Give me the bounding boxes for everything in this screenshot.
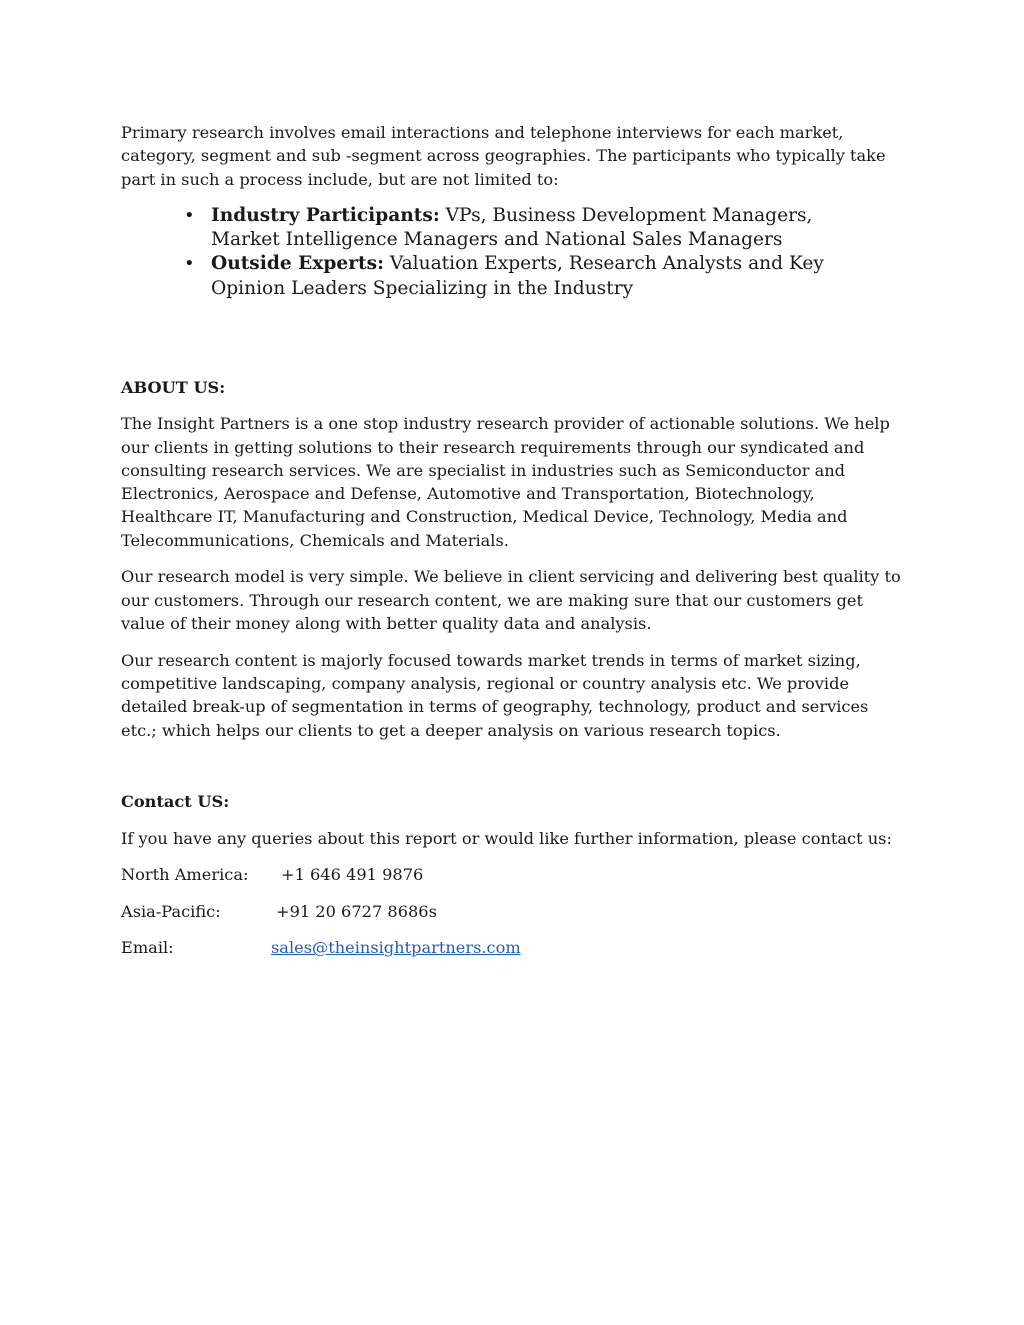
contact-heading: Contact US: <box>121 792 230 812</box>
contact-row-asia-pacific <box>121 900 904 923</box>
contact-row-email <box>121 936 904 959</box>
contact-label: North America: <box>121 865 249 885</box>
list-item <box>121 252 904 300</box>
contact-phone: +91 20 6727 8686s <box>276 901 437 921</box>
bullet-text: Valuation Experts, Research Analysts and Key Opinion Leaders Specializing in the Industry <box>211 253 824 299</box>
contact-row-north-america <box>121 863 904 886</box>
list-item <box>121 204 904 252</box>
about-paragraph: Our research model is very simple. We believe in client servicing and delivering best quality to our customers. Through our research content, we are making sure that our customers get value of their money along with better quality data and analysis. <box>121 567 901 634</box>
bullet-lead: Outside Experts: <box>211 253 384 275</box>
contact-label: Email: <box>121 938 174 958</box>
bullet-icon: • <box>184 204 195 226</box>
participants-list <box>121 204 904 301</box>
about-heading: ABOUT US: <box>121 377 226 397</box>
email-link[interactable]: sales@theinsightpartners.com <box>271 938 521 958</box>
contact-phone: +1 646 491 9876 <box>281 865 424 885</box>
bullet-lead: Industry Participants: <box>211 204 440 226</box>
contact-intro: If you have any queries about this report or would like further information, please contact us: <box>121 828 892 848</box>
bullet-text: VPs, Business Development Managers, Market Intelligence Managers and National Sales Managers <box>211 204 813 251</box>
contact-label: Asia-Pacific: <box>121 901 221 921</box>
about-paragraph: Our research content is majorly focused towards market trends in terms of market sizing, competitive landscaping, company analysis, regional or country analysis etc. We provide detailed break-up of segmentation in terms of geography, technology, product and services etc.; which helps our clients to get a deeper analysis on various research topics. <box>121 650 869 740</box>
intro-paragraph: Primary research involves email interactions and telephone interviews for each market, category, segment and sub -segment across geographies. The participants who typically take part in such a process include, but are not limited to: <box>121 123 886 189</box>
about-paragraph: The Insight Partners is a one stop industry research provider of actionable solutions. We help our clients in getting solutions to their research requirements through our syndicated and consulting research services. We are specialist in industries such as Semiconductor and Electronics, Aerospace and Defense, Automotive and Transportation, Biotechnology, Healthcare IT, Manufacturing and Construction, Medical Device, Technology, Media and Telecommunications, Chemicals and Materials. <box>121 414 890 550</box>
bullet-icon: • <box>184 253 195 275</box>
